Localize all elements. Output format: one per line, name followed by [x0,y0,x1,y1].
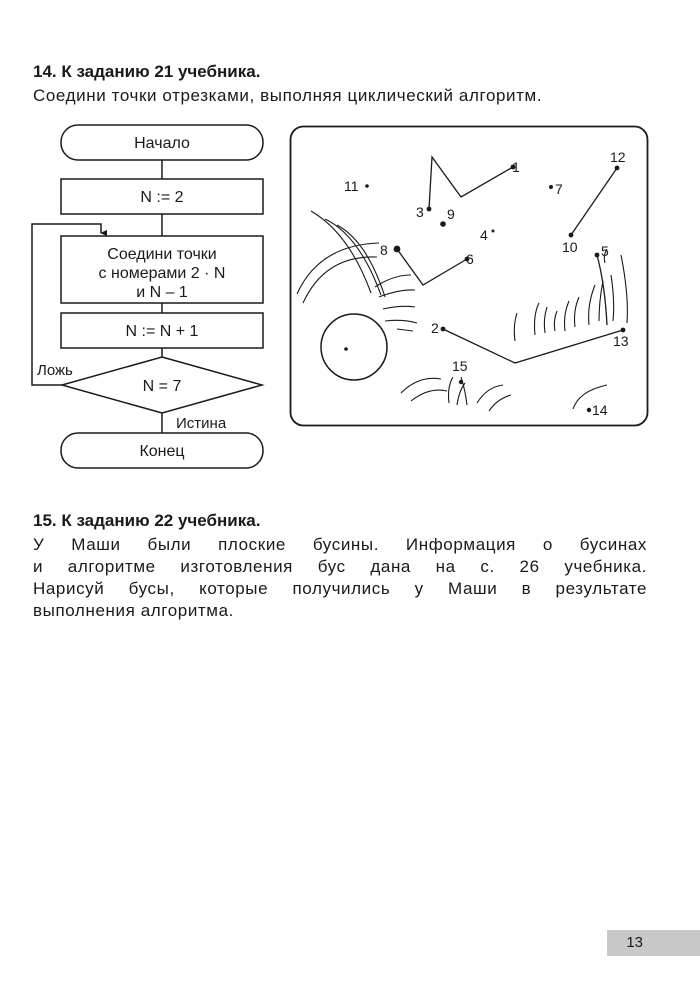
loop-back-line [32,224,101,385]
point-label-1: 1 [512,159,520,175]
sun-circle [321,314,387,380]
point-label-5: 5 [601,243,609,259]
point-label-6: 6 [466,251,474,267]
task-14-instruction: Соедини точки отрезками, выполняя циклический алгоритм. [33,86,543,105]
point-label-15: 15 [452,358,468,374]
task-15-line-1: У Маши были плоские бусины. Информация о бусинах [33,535,647,554]
page-number: 13 [626,934,643,951]
true-branch-label: Истина [176,415,227,432]
point-label-12: 12 [610,149,626,165]
start-label: Начало [134,135,190,152]
task-15-line-3: Нарисуй бусы, которые получились у Маши в результате [33,579,647,598]
point-label-10: 10 [562,239,578,255]
task-15-line-4: выполнения алгоритма. [33,601,234,620]
picture-frame [291,127,648,426]
dots [365,165,625,413]
point-label-14: 14 [592,402,608,418]
condition-label: N = 7 [142,378,182,395]
action-label-line1: Соедини точки [107,246,217,263]
point-label-9: 9 [447,206,455,222]
point-label-4: 4 [480,227,488,243]
sun-rays [297,211,417,331]
task-15-title: 15. К заданию 22 учебника. [33,511,261,530]
point-label-13: 13 [613,333,629,349]
dot-picture [289,125,649,427]
init-label: N := 2 [140,189,184,206]
point-label-8: 8 [380,242,388,258]
increment-label: N := N + 1 [125,323,199,340]
task-15-line-2: и алгоритме изготовления бус дана на с. 26 учебника. [33,557,647,576]
action-label-line3: и N – 1 [136,284,188,301]
task-14-title: 14. К заданию 21 учебника. [33,62,261,81]
point-label-3: 3 [416,204,424,220]
point-label-7: 7 [555,181,563,197]
point-label-2: 2 [431,320,439,336]
action-label-line2: с номерами 2 · N [98,265,226,282]
page-number-tab [607,930,700,956]
point-label-11: 11 [344,178,359,194]
false-branch-label: Ложь [37,362,73,379]
end-label: Конец [139,443,185,460]
